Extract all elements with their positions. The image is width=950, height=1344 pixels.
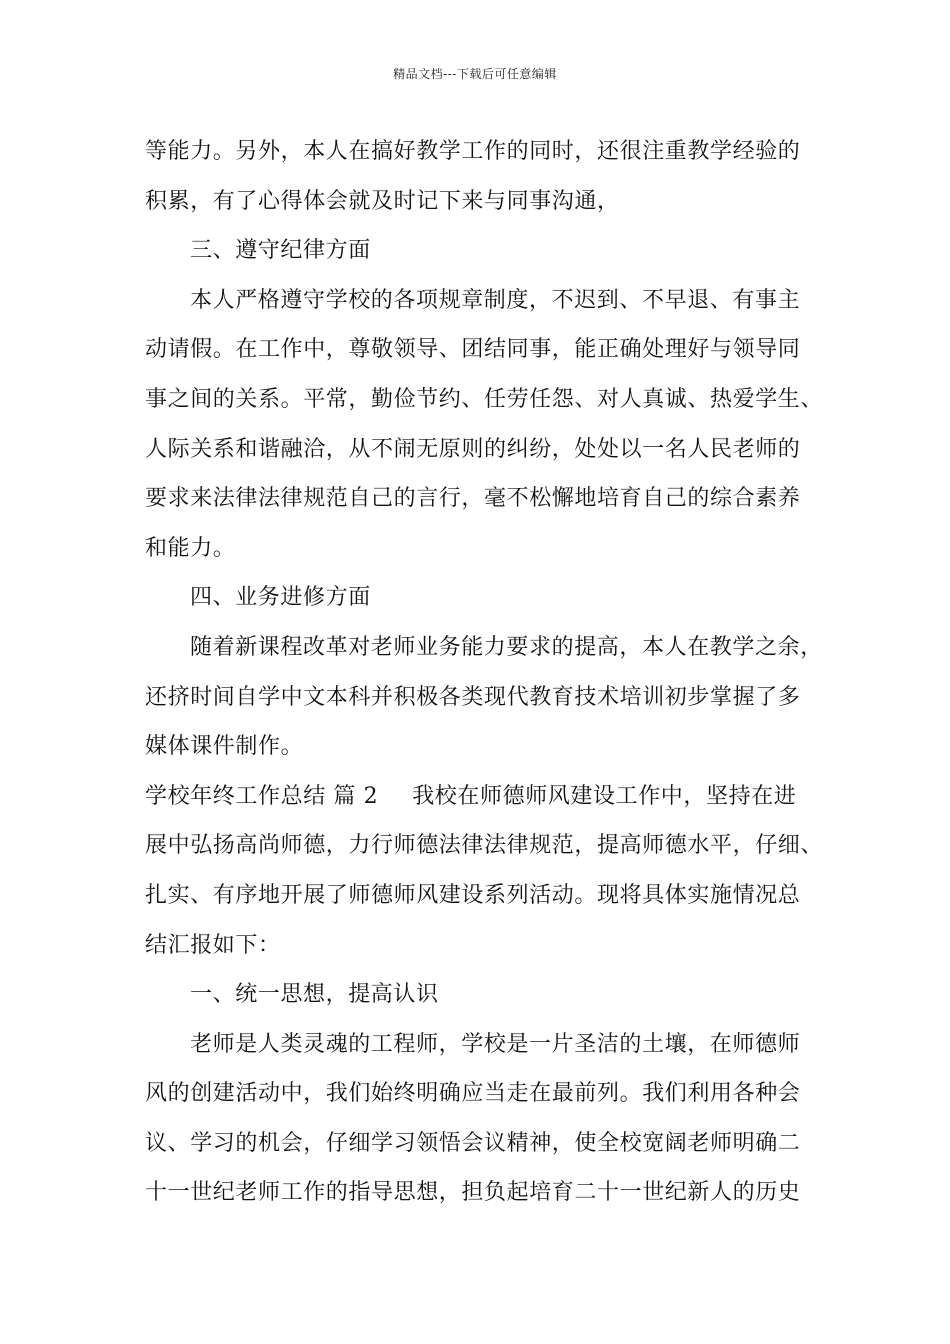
text-line: 还挤时间自学中文本科并积极各类现代教育技术培训初步掌握了多 <box>145 684 801 710</box>
section-heading: 三、遵守纪律方面 <box>190 238 371 264</box>
text-line: 风的创建活动中，我们始终明确应当走在最前列。我们利用各种会 <box>145 1081 801 1107</box>
page-header: 精品文档---下载后可任意编辑 <box>393 67 557 81</box>
text-line: 和能力。 <box>145 535 236 561</box>
text-line: 本人严格遵守学校的各项规章制度，不迟到、不早退、有事主 <box>190 287 801 313</box>
text-line: 十一世纪老师工作的指导思想，担负起培育二十一世纪新人的历史 <box>145 1180 801 1206</box>
text-line: 老师是人类灵魂的工程师，学校是一片圣洁的土壤，在师德师 <box>190 1031 801 1057</box>
text-line: 结汇报如下： <box>145 932 281 958</box>
text-line: 动请假。在工作中，尊敬领导、团结同事，能正确处理好与领导同 <box>145 337 801 363</box>
text-line: 议、学习的机会，仔细学习领悟会议精神，使全校宽阔老师明确二 <box>145 1130 801 1156</box>
text-line: 等能力。另外，本人在搞好教学工作的同时，还很注重教学经验的 <box>145 139 801 164</box>
section-heading: 一、统一思想，提高认识 <box>190 982 439 1008</box>
text-line: 随着新课程改革对老师业务能力要求的提高，本人在教学之余， <box>190 634 823 660</box>
text-line: 我校在师德师风建设工作中，坚持在进 <box>412 783 797 809</box>
section2-title-line <box>145 772 817 822</box>
text-line: 事之间的关系。平常，勤俭节约、任劳任怨、对人真诚、热爱学生、 <box>145 386 824 412</box>
text-line: 媒体课件制作。 <box>145 734 304 760</box>
text-line: 扎实、有序地开展了师德师风建设系列活动。现将具体实施情况总 <box>145 882 801 908</box>
section-heading: 四、业务进修方面 <box>190 585 371 611</box>
text-line: 积累，有了心得体会就及时记下来与同事沟通， <box>145 188 620 214</box>
document-body <box>145 127 824 1218</box>
text-line: 展中弘扬高尚师德，力行师德法律法律规范，提高师德水平，仔细、 <box>145 833 824 859</box>
section2-title: 学校年终工作总结 篇 2 <box>145 783 379 809</box>
text-line: 要求来法律法律规范自己的言行，毫不松懈地培育自己的综合素养 <box>145 486 801 512</box>
text-line: 人际关系和谐融洽，从不闹无原则的纠纷，处处以一名人民老师的 <box>145 436 801 462</box>
